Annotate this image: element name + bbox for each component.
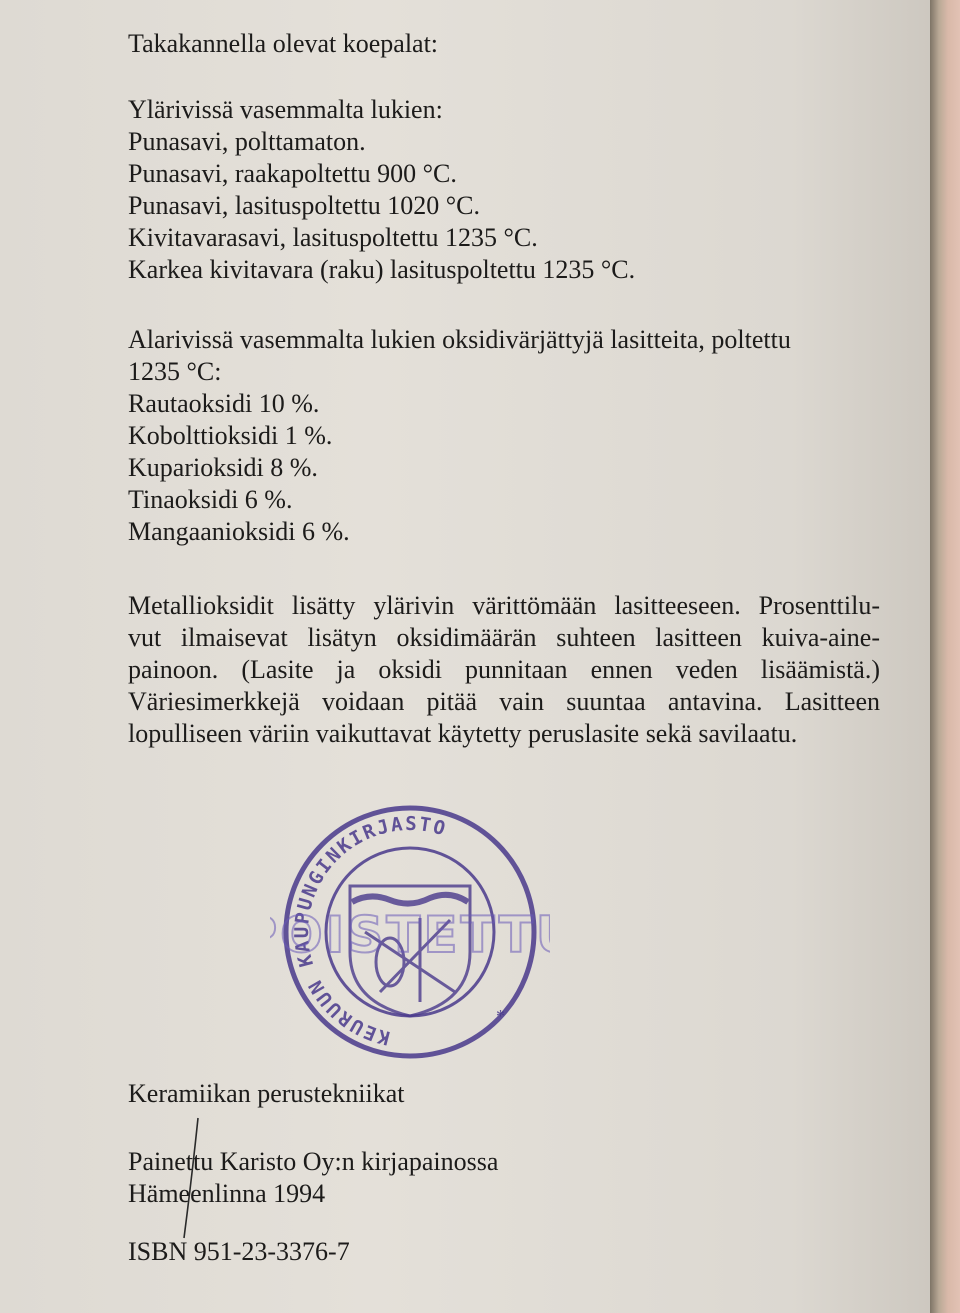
bottom-row-intro: Alarivissä vasemmalta lukien oksidivärjättyjä lasitteita, poltettu	[128, 325, 791, 354]
top-row-item: Punasavi, raakapoltettu 900 °C.	[128, 159, 457, 188]
page-heading: Takakannella olevat koepalat:	[128, 29, 439, 58]
bottom-row-item: Tinaoksidi 6 %.	[128, 485, 293, 514]
colophon-title-block	[128, 1078, 405, 1110]
bottom-row-list	[128, 324, 791, 548]
heading-block	[128, 28, 438, 60]
note-line-last: lopulliseen väriin vaikuttavat käytetty peruslasite sekä savilaatu.	[128, 719, 798, 748]
note-line: painoon. (Lasite ja oksidi punnitaan ennen veden lisäämistä.)	[128, 655, 880, 684]
bottom-row-item: Kuparioksidi 8 %.	[128, 453, 318, 482]
top-row-item: Punasavi, lasituspoltettu 1020 °C.	[128, 191, 481, 220]
printer-line: Painettu Karisto Oy:n kirjapainossa	[128, 1147, 499, 1176]
isbn: ISBN 951-23-3376-7	[128, 1237, 350, 1266]
top-row-list	[128, 94, 635, 286]
library-stamp	[270, 802, 550, 1062]
pen-mark	[180, 1116, 204, 1240]
printer-place-year: Hämeenlinna 1994	[128, 1179, 326, 1208]
library-stamp-graphic	[270, 802, 550, 1062]
bottom-row-item: Mangaanioksidi 6 %.	[128, 517, 350, 546]
bottom-row-intro-cont: 1235 °C:	[128, 357, 222, 386]
svg-text:*: *	[496, 1006, 505, 1026]
note-line: Väriesimerkkejä voidaan pitää vain suuntaa antavina. Lasitteen	[128, 687, 880, 716]
top-row-item: Kivitavarasavi, lasituspoltettu 1235 °C.	[128, 223, 538, 252]
top-row-intro: Ylärivissä vasemmalta lukien:	[128, 95, 443, 124]
pen-mark-graphic	[180, 1116, 204, 1240]
bottom-row-item: Kobolttioksidi 1 %.	[128, 421, 333, 450]
book-title: Keramiikan perustekniikat	[128, 1079, 405, 1108]
bottom-row-item: Rautaoksidi 10 %.	[128, 389, 320, 418]
isbn-block	[128, 1236, 350, 1268]
note-line: Metallioksidit lisätty ylärivin värittömään lasitteeseen. Prosenttilu-	[128, 591, 880, 620]
top-row-item: Punasavi, polttamaton.	[128, 127, 366, 156]
top-row-item: Karkea kivitavara (raku) lasituspoltettu 1235 °C.	[128, 255, 636, 284]
stamp-overlay-text: OISTETT	[280, 906, 536, 964]
stamp-ring-text: KEURUUN KAUPUNGINKIRJASTO	[291, 812, 450, 1049]
note-line: vut ilmaisevat lisätyn oksidimäärän suhteen lasitteen kuiva-aine-	[128, 623, 880, 652]
note-paragraph	[128, 590, 880, 750]
adjacent-page-edge	[930, 0, 960, 1313]
